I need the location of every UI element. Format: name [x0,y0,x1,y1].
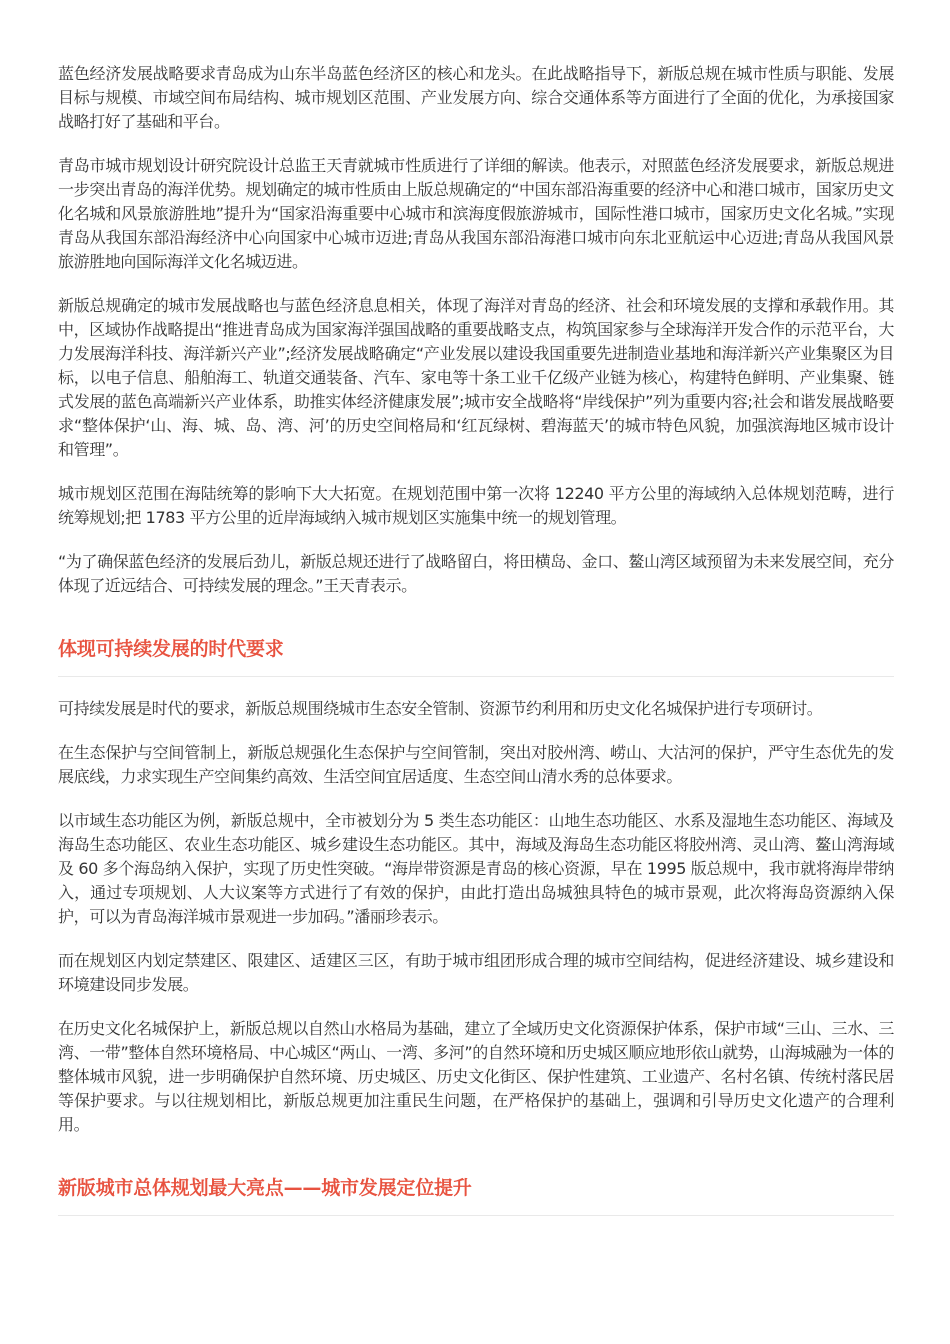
paragraph: 新版总规确定的城市发展战略也与蓝色经济息息相关，体现了海洋对青岛的经济、社会和环境发展的支撑和承载作用。其中，区域协作战略提出“推进青岛成为国家海洋强国战略的重要战略支点，构筑国家参与全球海洋开发合作的示范平台，大力发展海洋科技、海洋新兴产业”;经济发展战略确定“产业发展以建设我国重要先进制造业基地和海洋新兴产业集聚区为目标，以电子信息、船舶海工、轨道交通装备、汽车、家电等十条工业千亿级产业链为核心，构建特色鲜明、产业集聚、链式发展的蓝色高端新兴产业体系，助推实体经济健康发展”;城市安全战略将“岸线保护”列为重要内容;社会和谐发展战略要求“整体保护‘山、海、城、岛、湾、河’的历史空间格局和‘红瓦绿树、碧海蓝天’的城市特色风貌，加强滨海地区城市设计和管理”。 [58,296,894,459]
paragraph: 蓝色经济发展战略要求青岛成为山东半岛蓝色经济区的核心和龙头。在此战略指导下，新版总规在城市性质与职能、发展目标与规模、市域空间布局结构、城市规划区范围、产业发展方向、综合交通体系等方面进行了全面的优化，为承接国家战略打好了基础和平台。 [58,64,894,131]
paragraph: 而在规划区内划定禁建区、限建区、适建区三区，有助于城市组团形成合理的城市空间结构，促进经济建设、城乡建设和环境建设同步发展。 [58,951,894,994]
paragraph: 在生态保护与空间管制上，新版总规强化生态保护与空间管制，突出对胶州湾、崂山、大沽河的保护，严守生态优先的发展底线，力求实现生产空间集约高效、生活空间宜居适度、生态空间山清水秀的总体要求。 [58,743,894,786]
paragraph: 城市规划区范围在海陆统筹的影响下大大拓宽。在规划范围中第一次将 12240 平方公里的海域纳入总体规划范畴，进行统筹规划;把 1783 平方公里的近岸海域纳入城市规划区实施集中统一的规划管理。 [58,484,894,527]
paragraph: 在历史文化名城保护上，新版总规以自然山水格局为基础，建立了全域历史文化资源保护体系，保护市域“三山、三水、三湾、一带”整体自然环境格局、中心城区“两山、一湾、多河”的自然环境和历史城区顺应地形依山就势，山海城融为一体的整体城市风貌，进一步明确保护自然环境、历史城区、历史文化街区、保护性建筑、工业遗产、名村名镇、传统村落民居等保护要求。与以往规划相比，新版总规更加注重民生问题，在严格保护的基础上，强调和引导历史文化遗产的合理利用。 [58,1019,894,1134]
divider [58,676,894,677]
paragraph: 青岛市城市规划设计研究院设计总监王天青就城市性质进行了详细的解读。他表示，对照蓝色经济发展要求，新版总规进一步突出青岛的海洋优势。规划确定的城市性质由上版总规确定的“中国东部沿海重要的经济中心和港口城市，国家历史文化名城和风景旅游胜地”提升为“国家沿海重要中心城市和滨海度假旅游城市，国际性港口城市，国家历史文化名城。”实现青岛从我国东部沿海经济中心向国家中心城市迈进;青岛从我国东部沿海港口城市向东北亚航运中心迈进;青岛从我国风景旅游胜地向国际海洋文化名城迈进。 [58,156,894,271]
section-heading: 新版城市总体规划最大亮点——城市发展定位提升 [58,1177,472,1199]
section-sustainable-development [58,636,894,1137]
paragraph: 可持续发展是时代的要求，新版总规围绕城市生态安全管制、资源节约利用和历史文化名城保护进行专项研讨。 [58,699,823,718]
divider [58,1215,894,1216]
section-heading: 体现可持续发展的时代要求 [58,638,284,660]
article-body [58,62,894,1236]
paragraph: 以市域生态功能区为例，新版总规中，全市被划分为 5 类生态功能区：山地生态功能区、水系及湿地生态功能区、海域及海岛生态功能区、农业生态功能区、城乡建设生态功能区。其中，海域及海岛生态功能区将胶州湾、灵山湾、鳌山湾海域及 60 多个海岛纳入保护，实现了历史性突破。“海岸带资源是青岛的核心资源，早在 1995 版总规中，我市就将海岸带纳入，通过专项规划、人大议案等方式进行了有效的保护，由此打造出岛城独具特色的城市景观，此次将海岛资源纳入保护，可以为青岛海洋城市景观进一步加码。”潘丽珍表示。 [58,811,894,926]
section-highlight [58,1175,894,1216]
section-intro [58,62,894,598]
paragraph: “为了确保蓝色经济的发展后劲儿，新版总规还进行了战略留白，将田横岛、金口、鳌山湾区域预留为未来发展空间，充分体现了近远结合、可持续发展的理念。”王天青表示。 [58,552,894,595]
